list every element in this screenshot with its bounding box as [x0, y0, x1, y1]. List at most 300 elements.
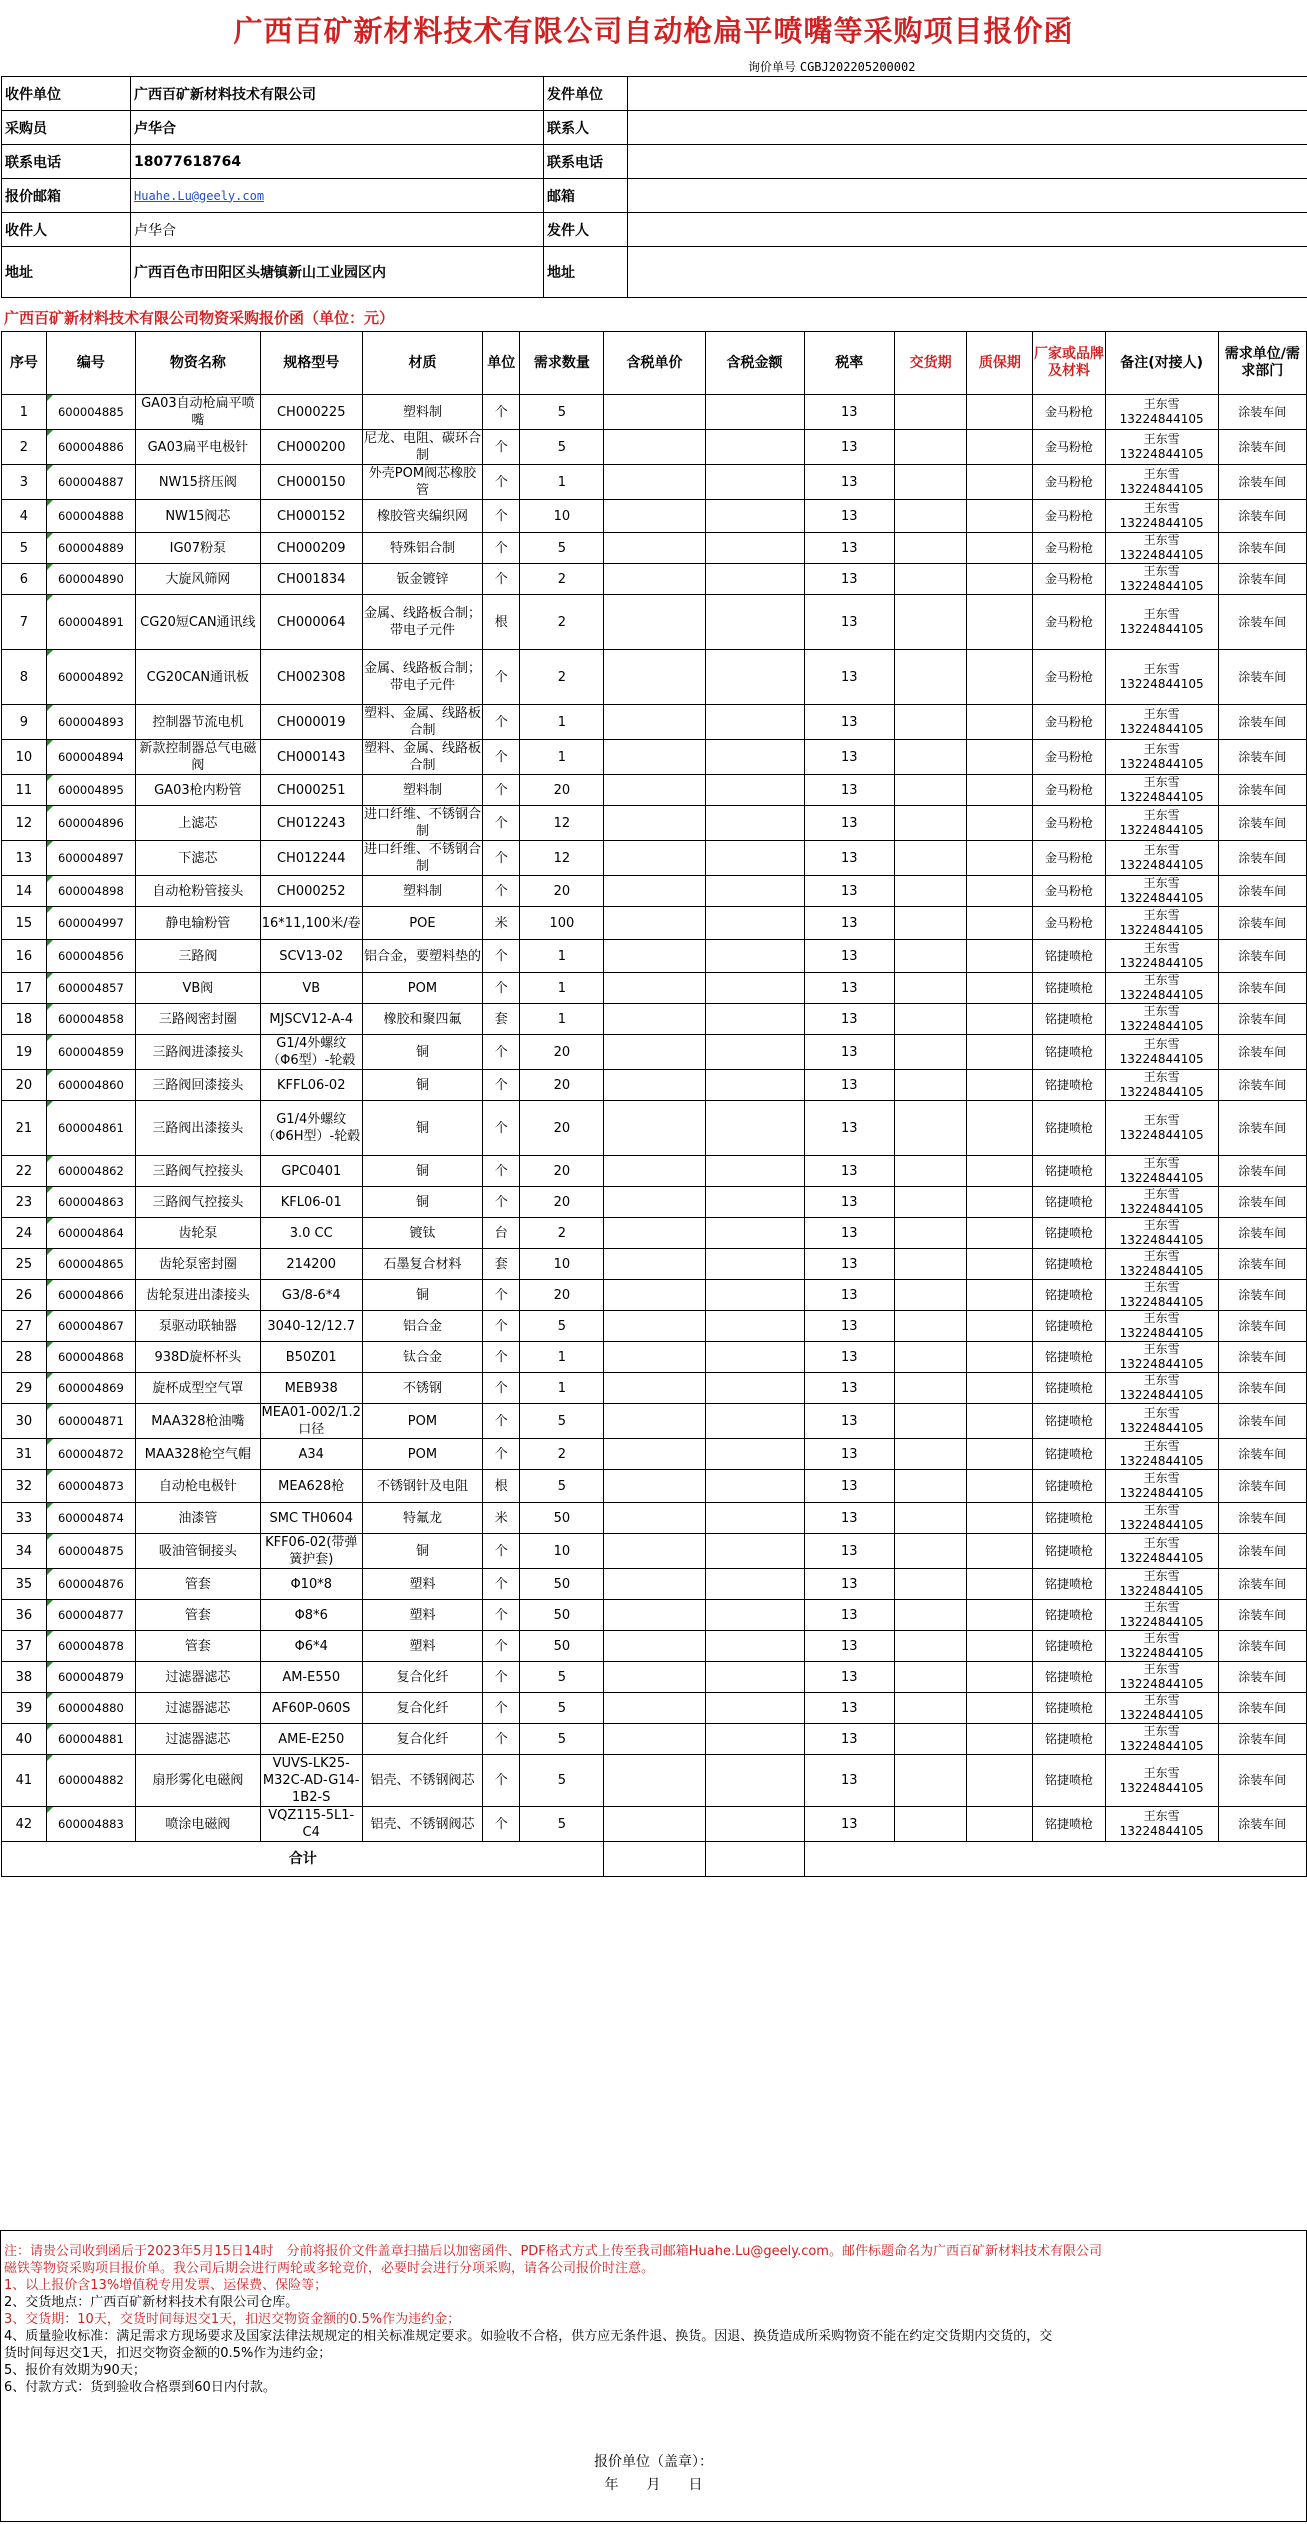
row-name: 过滤器滤芯 — [136, 1724, 261, 1755]
row-delivery[interactable] — [894, 1693, 966, 1724]
row-unit-price[interactable] — [604, 1693, 705, 1724]
row-qty: 5 — [520, 1807, 604, 1842]
row-amount[interactable] — [705, 940, 804, 973]
row-amount[interactable] — [705, 1807, 804, 1842]
row-unit-price[interactable] — [604, 1439, 705, 1470]
row-unit-price[interactable] — [604, 1534, 705, 1569]
row-tax: 13 — [804, 1534, 894, 1569]
row-unit-price[interactable] — [604, 1600, 705, 1631]
row-warranty[interactable] — [967, 1373, 1033, 1404]
row-qty: 2 — [520, 1439, 604, 1470]
row-qty: 50 — [520, 1631, 604, 1662]
row-warranty[interactable] — [967, 1724, 1033, 1755]
row-spec: CH000143 — [260, 740, 362, 775]
row-warranty[interactable] — [967, 1807, 1033, 1842]
row-dept: 涂装车间 — [1218, 564, 1306, 595]
row-amount[interactable] — [705, 1373, 804, 1404]
row-delivery[interactable] — [894, 740, 966, 775]
row-code: 600004885 — [46, 395, 135, 430]
row-warranty[interactable] — [967, 1070, 1033, 1101]
row-warranty[interactable] — [967, 1311, 1033, 1342]
row-amount[interactable] — [705, 1569, 804, 1600]
row-warranty[interactable] — [967, 1035, 1033, 1070]
row-no: 11 — [2, 775, 47, 806]
phone2-value[interactable] — [628, 145, 1307, 179]
row-unit-price[interactable] — [604, 1156, 705, 1187]
row-unit-price[interactable] — [604, 1187, 705, 1218]
row-amount[interactable] — [705, 973, 804, 1004]
row-amount[interactable] — [705, 1600, 804, 1631]
row-delivery[interactable] — [894, 465, 966, 500]
row-dept: 涂装车间 — [1218, 1156, 1306, 1187]
total-label: 合计 — [2, 1842, 604, 1877]
row-qty: 5 — [520, 1755, 604, 1807]
row-contact: 王东雪 13224844105 — [1105, 940, 1218, 973]
table-row — [2, 1404, 1307, 1439]
row-unit: 个 — [483, 973, 520, 1004]
row-warranty[interactable] — [967, 1662, 1033, 1693]
row-amount[interactable] — [705, 1693, 804, 1724]
mail-value[interactable] — [628, 179, 1307, 213]
row-amount[interactable] — [705, 876, 804, 907]
row-unit: 个 — [483, 1807, 520, 1842]
row-unit-price[interactable] — [604, 1569, 705, 1600]
row-unit-price[interactable] — [604, 841, 705, 876]
row-warranty[interactable] — [967, 1342, 1033, 1373]
row-warranty[interactable] — [967, 806, 1033, 841]
total-amount[interactable] — [705, 1842, 804, 1877]
row-delivery[interactable] — [894, 1534, 966, 1569]
row-warranty[interactable] — [967, 1693, 1033, 1724]
row-amount[interactable] — [705, 1404, 804, 1439]
row-amount[interactable] — [705, 907, 804, 940]
row-tax: 13 — [804, 1280, 894, 1311]
row-spec: AF60P-060S — [260, 1693, 362, 1724]
row-delivery[interactable] — [894, 1280, 966, 1311]
sender-value[interactable] — [628, 213, 1307, 247]
row-contact: 王东雪 13224844105 — [1105, 1439, 1218, 1470]
row-contact: 王东雪 13224844105 — [1105, 705, 1218, 740]
row-warranty[interactable] — [967, 1569, 1033, 1600]
row-warranty[interactable] — [967, 1755, 1033, 1807]
row-tax: 13 — [804, 533, 894, 564]
row-unit-price[interactable] — [604, 564, 705, 595]
row-spec: 3040-12/12.7 — [260, 1311, 362, 1342]
row-warranty[interactable] — [967, 1101, 1033, 1156]
row-contact: 王东雪 13224844105 — [1105, 500, 1218, 533]
email-label: 报价邮箱 — [2, 179, 131, 213]
row-warranty[interactable] — [967, 1439, 1033, 1470]
row-warranty[interactable] — [967, 430, 1033, 465]
row-code: 600004879 — [46, 1662, 135, 1693]
row-delivery[interactable] — [894, 1004, 966, 1035]
row-brand: 金马粉枪 — [1033, 595, 1105, 650]
row-warranty[interactable] — [967, 1600, 1033, 1631]
row-material: 塑料制 — [362, 876, 482, 907]
row-unit-price[interactable] — [604, 1101, 705, 1156]
row-warranty[interactable] — [967, 1280, 1033, 1311]
table-row — [2, 940, 1307, 973]
row-delivery[interactable] — [894, 430, 966, 465]
row-qty: 2 — [520, 564, 604, 595]
row-dept: 涂装车间 — [1218, 1404, 1306, 1439]
row-warranty[interactable] — [967, 1404, 1033, 1439]
row-no: 5 — [2, 533, 47, 564]
row-delivery[interactable] — [894, 564, 966, 595]
table-row — [2, 1470, 1307, 1503]
row-delivery[interactable] — [894, 1439, 966, 1470]
row-amount[interactable] — [705, 806, 804, 841]
row-warranty[interactable] — [967, 705, 1033, 740]
phone-value: 18077618764 — [131, 145, 544, 179]
row-warranty[interactable] — [967, 465, 1033, 500]
row-dept: 涂装车间 — [1218, 1503, 1306, 1534]
row-delivery[interactable] — [894, 1218, 966, 1249]
row-delivery[interactable] — [894, 1070, 966, 1101]
row-amount[interactable] — [705, 1342, 804, 1373]
row-tax: 13 — [804, 1187, 894, 1218]
table-row — [2, 1101, 1307, 1156]
row-warranty[interactable] — [967, 1187, 1033, 1218]
row-delivery[interactable] — [894, 1311, 966, 1342]
row-unit-price[interactable] — [604, 1342, 705, 1373]
row-unit: 个 — [483, 1631, 520, 1662]
row-no: 7 — [2, 595, 47, 650]
row-qty: 2 — [520, 650, 604, 705]
row-warranty[interactable] — [967, 1503, 1033, 1534]
row-brand: 铭捷喷枪 — [1033, 1249, 1105, 1280]
table-row — [2, 775, 1307, 806]
row-unit: 个 — [483, 1569, 520, 1600]
row-code: 600004889 — [46, 533, 135, 564]
row-name: 三路阀回漆接头 — [136, 1070, 261, 1101]
row-contact: 王东雪 13224844105 — [1105, 1693, 1218, 1724]
row-delivery[interactable] — [894, 1187, 966, 1218]
row-delivery[interactable] — [894, 1404, 966, 1439]
row-tax: 13 — [804, 705, 894, 740]
row-spec: G1/4外螺纹（Φ6H型）-轮毂 — [260, 1101, 362, 1156]
row-warranty[interactable] — [967, 1156, 1033, 1187]
table-header-row — [2, 332, 1307, 395]
row-unit-price[interactable] — [604, 1373, 705, 1404]
row-material: 钛合金 — [362, 1342, 482, 1373]
row-delivery[interactable] — [894, 806, 966, 841]
row-material: 铜 — [362, 1101, 482, 1156]
row-delivery[interactable] — [894, 973, 966, 1004]
row-warranty[interactable] — [967, 1470, 1033, 1503]
row-material: 不锈钢 — [362, 1373, 482, 1404]
row-delivery[interactable] — [894, 533, 966, 564]
row-unit-price[interactable] — [604, 1755, 705, 1807]
row-delivery[interactable] — [894, 500, 966, 533]
row-unit-price[interactable] — [604, 1404, 705, 1439]
row-delivery[interactable] — [894, 1755, 966, 1807]
row-unit-price[interactable] — [604, 1807, 705, 1842]
row-warranty[interactable] — [967, 973, 1033, 1004]
row-material: 铝合金 — [362, 1311, 482, 1342]
row-amount[interactable] — [705, 1004, 804, 1035]
row-amount[interactable] — [705, 465, 804, 500]
row-amount[interactable] — [705, 1503, 804, 1534]
row-amount[interactable] — [705, 533, 804, 564]
row-unit-price[interactable] — [604, 500, 705, 533]
row-dept: 涂装车间 — [1218, 1311, 1306, 1342]
email-link[interactable]: Huahe.Lu@geely.com — [134, 188, 265, 203]
row-amount[interactable] — [705, 1311, 804, 1342]
row-unit-price[interactable] — [604, 806, 705, 841]
row-unit-price[interactable] — [604, 973, 705, 1004]
row-warranty[interactable] — [967, 650, 1033, 705]
address-label: 地址 — [2, 247, 131, 298]
col-no-header: 序号 — [2, 332, 47, 395]
row-warranty[interactable] — [967, 841, 1033, 876]
row-no: 10 — [2, 740, 47, 775]
row-brand: 铭捷喷枪 — [1033, 1218, 1105, 1249]
row-delivery[interactable] — [894, 1249, 966, 1280]
row-unit: 个 — [483, 1311, 520, 1342]
row-delivery[interactable] — [894, 1662, 966, 1693]
row-unit-price[interactable] — [604, 1004, 705, 1035]
row-tax: 13 — [804, 1156, 894, 1187]
row-unit-price[interactable] — [604, 907, 705, 940]
row-dept: 涂装车间 — [1218, 1662, 1306, 1693]
row-delivery[interactable] — [894, 775, 966, 806]
row-tax: 13 — [804, 841, 894, 876]
row-spec: G1/4外螺纹（Φ6型）-轮毂 — [260, 1035, 362, 1070]
row-delivery[interactable] — [894, 1724, 966, 1755]
row-dept: 涂装车间 — [1218, 1249, 1306, 1280]
row-warranty[interactable] — [967, 500, 1033, 533]
row-unit-price[interactable] — [604, 395, 705, 430]
row-amount[interactable] — [705, 1755, 804, 1807]
row-amount[interactable] — [705, 1280, 804, 1311]
row-delivery[interactable] — [894, 841, 966, 876]
row-unit: 个 — [483, 1439, 520, 1470]
row-warranty[interactable] — [967, 1534, 1033, 1569]
row-unit-price[interactable] — [604, 1280, 705, 1311]
row-name: 管套 — [136, 1631, 261, 1662]
total-unit-price[interactable] — [604, 1842, 705, 1877]
row-amount[interactable] — [705, 1724, 804, 1755]
row-dept: 涂装车间 — [1218, 841, 1306, 876]
row-amount[interactable] — [705, 1156, 804, 1187]
row-unit-price[interactable] — [604, 430, 705, 465]
row-warranty[interactable] — [967, 564, 1033, 595]
note-0a: 注：请贵公司收到函后于2023年5月15日14时 分前将报价文件盖章扫描后以加密函件、PDF格式方式上传至我司邮箱Huahe.Lu@geely.com。邮件标题命名为广西百矿新材料技术有限公司 — [4, 2244, 1102, 2259]
row-dept: 涂装车间 — [1218, 940, 1306, 973]
row-delivery[interactable] — [894, 1600, 966, 1631]
table-row — [2, 1534, 1307, 1569]
row-brand: 铭捷喷枪 — [1033, 1070, 1105, 1101]
row-unit-price[interactable] — [604, 1662, 705, 1693]
row-code: 600004875 — [46, 1534, 135, 1569]
row-amount[interactable] — [705, 1470, 804, 1503]
row-unit-price[interactable] — [604, 1470, 705, 1503]
row-brand: 铭捷喷枪 — [1033, 1503, 1105, 1534]
row-no: 29 — [2, 1373, 47, 1404]
row-code: 600004861 — [46, 1101, 135, 1156]
row-spec: AME-E250 — [260, 1724, 362, 1755]
table-row — [2, 465, 1307, 500]
row-delivery[interactable] — [894, 1569, 966, 1600]
row-no: 40 — [2, 1724, 47, 1755]
row-amount[interactable] — [705, 1218, 804, 1249]
row-unit-price[interactable] — [604, 1503, 705, 1534]
row-unit-price[interactable] — [604, 940, 705, 973]
row-unit-price[interactable] — [604, 1311, 705, 1342]
row-warranty[interactable] — [967, 907, 1033, 940]
total-empty — [804, 1842, 1306, 1877]
row-tax: 13 — [804, 1249, 894, 1280]
row-unit: 个 — [483, 1342, 520, 1373]
row-unit: 个 — [483, 1035, 520, 1070]
row-unit-price[interactable] — [604, 1724, 705, 1755]
row-contact: 王东雪 13224844105 — [1105, 1342, 1218, 1373]
row-unit-price[interactable] — [604, 1070, 705, 1101]
row-amount[interactable] — [705, 705, 804, 740]
row-delivery[interactable] — [894, 1101, 966, 1156]
row-warranty[interactable] — [967, 395, 1033, 430]
row-unit-price[interactable] — [604, 650, 705, 705]
row-name: 齿轮泵进出漆接头 — [136, 1280, 261, 1311]
row-delivery[interactable] — [894, 1156, 966, 1187]
row-name: 自动枪电极针 — [136, 1470, 261, 1503]
row-amount[interactable] — [705, 650, 804, 705]
row-amount[interactable] — [705, 1035, 804, 1070]
row-delivery[interactable] — [894, 650, 966, 705]
row-unit-price[interactable] — [604, 465, 705, 500]
row-qty: 20 — [520, 1070, 604, 1101]
row-amount[interactable] — [705, 564, 804, 595]
row-spec: Φ6*4 — [260, 1631, 362, 1662]
row-brand: 铭捷喷枪 — [1033, 1187, 1105, 1218]
row-contact: 王东雪 13224844105 — [1105, 595, 1218, 650]
row-amount[interactable] — [705, 1534, 804, 1569]
row-unit-price[interactable] — [604, 705, 705, 740]
row-unit-price[interactable] — [604, 595, 705, 650]
row-amount[interactable] — [705, 1662, 804, 1693]
row-unit: 个 — [483, 1280, 520, 1311]
buyer-value: 卢华合 — [131, 111, 544, 145]
row-unit-price[interactable] — [604, 533, 705, 564]
row-amount[interactable] — [705, 841, 804, 876]
row-delivery[interactable] — [894, 1342, 966, 1373]
row-tax: 13 — [804, 1035, 894, 1070]
row-unit-price[interactable] — [604, 740, 705, 775]
row-amount[interactable] — [705, 775, 804, 806]
row-code: 600004892 — [46, 650, 135, 705]
row-name: IG07粉泵 — [136, 533, 261, 564]
row-no: 3 — [2, 465, 47, 500]
row-material: 钣金镀锌 — [362, 564, 482, 595]
row-delivery[interactable] — [894, 1373, 966, 1404]
row-delivery[interactable] — [894, 940, 966, 973]
row-unit-price[interactable] — [604, 876, 705, 907]
row-delivery[interactable] — [894, 1631, 966, 1662]
row-delivery[interactable] — [894, 1470, 966, 1503]
row-delivery[interactable] — [894, 876, 966, 907]
row-unit-price[interactable] — [604, 1218, 705, 1249]
row-no: 19 — [2, 1035, 47, 1070]
row-amount[interactable] — [705, 1070, 804, 1101]
row-unit-price[interactable] — [604, 1035, 705, 1070]
row-warranty[interactable] — [967, 1218, 1033, 1249]
address2-value[interactable] — [628, 247, 1307, 298]
note-4a: 4、质量验收标准：满足需求方现场要求及国家法律法规规定的相关标准规定要求。如验收不合格，供方应无条件退、换货。因退、换货造成所采购物资不能在约定交货期内交货的，交 — [4, 2329, 1053, 2344]
row-warranty[interactable] — [967, 740, 1033, 775]
row-warranty[interactable] — [967, 1631, 1033, 1662]
row-code: 600004887 — [46, 465, 135, 500]
row-name: CG20短CAN通讯线 — [136, 595, 261, 650]
row-amount[interactable] — [705, 500, 804, 533]
row-warranty[interactable] — [967, 940, 1033, 973]
row-qty: 50 — [520, 1600, 604, 1631]
phone2-label: 联系电话 — [544, 145, 628, 179]
row-contact: 王东雪 13224844105 — [1105, 1534, 1218, 1569]
table-row — [2, 806, 1307, 841]
row-delivery[interactable] — [894, 907, 966, 940]
row-amount[interactable] — [705, 740, 804, 775]
row-unit-price[interactable] — [604, 775, 705, 806]
row-name: 过滤器滤芯 — [136, 1662, 261, 1693]
row-delivery[interactable] — [894, 395, 966, 430]
row-tax: 13 — [804, 740, 894, 775]
row-delivery[interactable] — [894, 1503, 966, 1534]
table-row — [2, 1373, 1307, 1404]
row-amount[interactable] — [705, 395, 804, 430]
row-amount[interactable] — [705, 1631, 804, 1662]
row-warranty[interactable] — [967, 1249, 1033, 1280]
row-delivery[interactable] — [894, 1807, 966, 1842]
row-delivery[interactable] — [894, 1035, 966, 1070]
row-code: 600004997 — [46, 907, 135, 940]
sender-unit-value[interactable] — [628, 77, 1307, 111]
row-warranty[interactable] — [967, 595, 1033, 650]
row-amount[interactable] — [705, 595, 804, 650]
receiver-unit-label: 收件单位 — [2, 77, 131, 111]
row-unit-price[interactable] — [604, 1631, 705, 1662]
row-tax: 13 — [804, 1600, 894, 1631]
row-contact: 王东雪 13224844105 — [1105, 907, 1218, 940]
row-unit: 个 — [483, 740, 520, 775]
row-amount[interactable] — [705, 1101, 804, 1156]
row-delivery[interactable] — [894, 705, 966, 740]
row-spec: CH000064 — [260, 595, 362, 650]
row-warranty[interactable] — [967, 1004, 1033, 1035]
row-amount[interactable] — [705, 430, 804, 465]
row-dept: 涂装车间 — [1218, 1218, 1306, 1249]
row-name: 大旋风筛网 — [136, 564, 261, 595]
row-unit-price[interactable] — [604, 1249, 705, 1280]
table-row — [2, 1724, 1307, 1755]
row-brand: 金马粉枪 — [1033, 876, 1105, 907]
row-tax: 13 — [804, 1631, 894, 1662]
row-warranty[interactable] — [967, 876, 1033, 907]
contact-value[interactable] — [628, 111, 1307, 145]
row-qty: 5 — [520, 1693, 604, 1724]
row-warranty[interactable] — [967, 533, 1033, 564]
row-brand: 铭捷喷枪 — [1033, 1342, 1105, 1373]
row-amount[interactable] — [705, 1439, 804, 1470]
row-brand: 金马粉枪 — [1033, 907, 1105, 940]
row-warranty[interactable] — [967, 775, 1033, 806]
row-spec: SMC TH0604 — [260, 1503, 362, 1534]
row-contact: 王东雪 13224844105 — [1105, 1280, 1218, 1311]
row-delivery[interactable] — [894, 595, 966, 650]
row-dept: 涂装车间 — [1218, 465, 1306, 500]
row-amount[interactable] — [705, 1187, 804, 1218]
row-amount[interactable] — [705, 1249, 804, 1280]
